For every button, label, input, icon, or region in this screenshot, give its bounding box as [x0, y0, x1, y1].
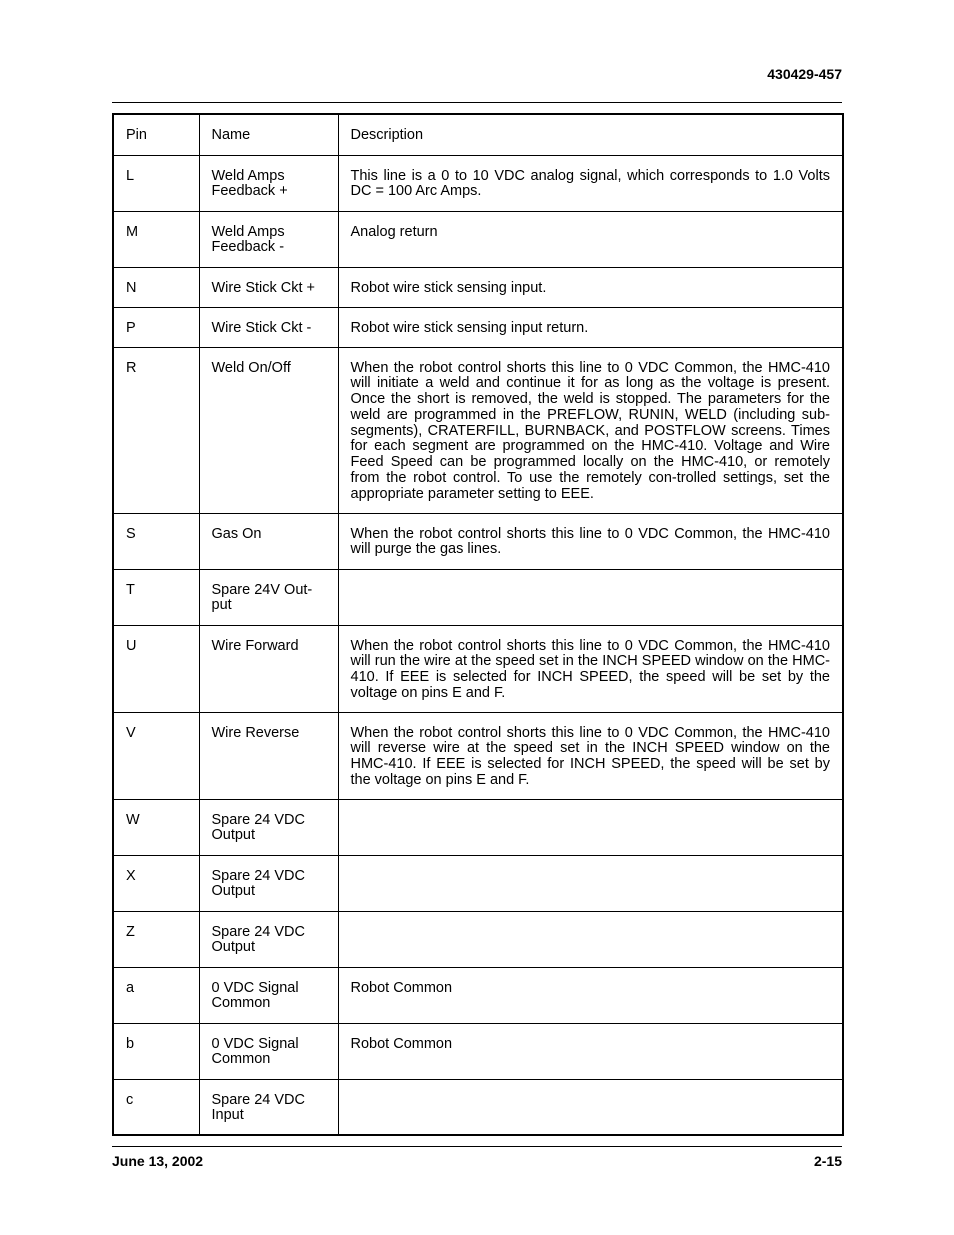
- table-header-row: [113, 114, 843, 155]
- page-number: 2-15: [813, 1153, 842, 1169]
- table-row: [113, 155, 843, 211]
- description-cell: When the robot control shorts this line to 0 VDC Common, the HMC-410 will reverse wire at the speed set in the INCH SPEED window on the HMC-410. If EEE is selected for INCH SPEED, the speed will be set by the voltage on pins E and F.: [338, 712, 843, 799]
- table-row: [113, 211, 843, 267]
- pin-cell: X: [113, 855, 199, 911]
- name-cell: Gas On: [199, 513, 338, 569]
- header-rule: [112, 102, 842, 103]
- description-cell: [338, 799, 843, 855]
- table-row: [113, 799, 843, 855]
- description-cell: Robot wire stick sensing input.: [338, 267, 843, 307]
- name-cell: Spare 24 VDC Output: [199, 911, 338, 967]
- description-cell: When the robot control shorts this line to 0 VDC Common, the HMC-410 will purge the gas lines.: [338, 513, 843, 569]
- name-cell: Wire Reverse: [199, 712, 338, 799]
- pin-cell: Z: [113, 911, 199, 967]
- name-cell: 0 VDC Signal Common: [199, 967, 338, 1023]
- pin-cell: b: [113, 1023, 199, 1079]
- name-cell: Wire Forward: [199, 625, 338, 712]
- description-cell: When the robot control shorts this line to 0 VDC Common, the HMC-410 will run the wire at the speed set in the INCH SPEED window on the HMC-410. If EEE is selected for INCH SPEED, the speed will be set by the voltage on pins E and F.: [338, 625, 843, 712]
- document-number: 430429-457: [767, 66, 842, 82]
- description-cell: This line is a 0 to 10 VDC analog signal, which corresponds to 1.0 Volts DC = 100 Arc Amps.: [338, 155, 843, 211]
- name-cell: Weld On/Off: [199, 347, 338, 513]
- description-cell: When the robot control shorts this line to 0 VDC Common, the HMC-410 will initiate a weld and continue it for as long as the voltage is present. Once the short is removed, the weld is stopped. The parameters for the weld are programmed in the PREFLOW, RUNIN, WELD (including sub-segments), CRATERFILL, BURNBACK, and POSTFLOW screens. Times for each segment are programmed on the HMC-410. Voltage and Wire Feed Speed can be programmed locally on the HMC-410, or remotely from the robot control. To use the remotely con-trolled settings, set the appropriate parameter setting to EEE.: [338, 347, 843, 513]
- table-row: [113, 911, 843, 967]
- name-cell: 0 VDC Signal Common: [199, 1023, 338, 1079]
- table-row: [113, 267, 843, 307]
- table-row: [113, 569, 843, 625]
- description-cell: [338, 911, 843, 967]
- name-cell: Spare 24 VDC Output: [199, 799, 338, 855]
- description-cell: Robot Common: [338, 967, 843, 1023]
- pin-cell: T: [113, 569, 199, 625]
- pin-cell: P: [113, 307, 199, 347]
- description-cell: Robot wire stick sensing input return.: [338, 307, 843, 347]
- table-row: [113, 307, 843, 347]
- name-cell: Wire Stick Ckt +: [199, 267, 338, 307]
- table-row: [113, 625, 843, 712]
- pin-cell: S: [113, 513, 199, 569]
- header-description: Description: [338, 114, 843, 155]
- name-cell: Wire Stick Ckt -: [199, 307, 338, 347]
- pin-cell: R: [113, 347, 199, 513]
- name-cell: Spare 24V Out-put: [199, 569, 338, 625]
- name-cell: Weld Amps Feedback +: [199, 155, 338, 211]
- footer-rule: [112, 1146, 842, 1147]
- header-name: Name: [199, 114, 338, 155]
- pin-cell: M: [113, 211, 199, 267]
- description-cell: [338, 1079, 843, 1135]
- pin-cell: N: [113, 267, 199, 307]
- pin-cell: W: [113, 799, 199, 855]
- table-row: [113, 967, 843, 1023]
- table-row: [113, 1079, 843, 1135]
- pin-table: [112, 113, 844, 1136]
- pin-cell: U: [113, 625, 199, 712]
- pin-cell: a: [113, 967, 199, 1023]
- description-cell: [338, 569, 843, 625]
- name-cell: Weld Amps Feedback -: [199, 211, 338, 267]
- table-row: [113, 712, 843, 799]
- pin-cell: c: [113, 1079, 199, 1135]
- name-cell: Spare 24 VDC Output: [199, 855, 338, 911]
- pin-cell: V: [113, 712, 199, 799]
- description-cell: Robot Common: [338, 1023, 843, 1079]
- name-cell: Spare 24 VDC Input: [199, 1079, 338, 1135]
- table-row: [113, 855, 843, 911]
- table-row: [113, 1023, 843, 1079]
- table-row: [113, 347, 843, 513]
- description-cell: [338, 855, 843, 911]
- header-pin: Pin: [113, 114, 199, 155]
- table-row: [113, 513, 843, 569]
- pin-cell: L: [113, 155, 199, 211]
- description-cell: Analog return: [338, 211, 843, 267]
- footer-date: June 13, 2002: [112, 1153, 204, 1169]
